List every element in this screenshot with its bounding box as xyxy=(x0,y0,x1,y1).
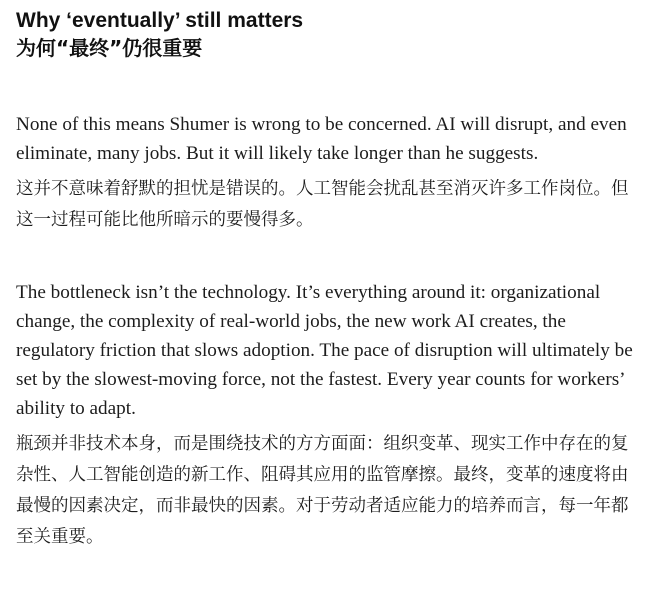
paragraph-chinese: 瓶颈并非技术本身，而是围绕技术的方方面面：组织变革、现实工作中存在的复杂性、人工智能创造的新工作、阻碍其应用的监管摩擦。最终，变革的速度将由最慢的因素决定，而非最快的因素。对于劳动者适应能力的培养而言，每一年都至关重要。 xyxy=(16,434,629,547)
paragraph-chinese: 这并不意味着舒默的担忧是错误的。人工智能会扰乱甚至消灭许多工作岗位。但这一过程可能比他所暗示的要慢得多。 xyxy=(16,179,629,230)
paragraph-english: The bottleneck isn’t the technology. It’s everything around it: organizational change, the complexity of real-world jobs, the new work AI creates, the regulatory friction that slows adoption. The pace of disruption will ultimately be set by the slowest-moving force, not the fastest. Every year counts for workers’ ability to adapt. xyxy=(16,282,633,419)
paragraph-block-concern xyxy=(16,110,644,236)
paragraph-block-bottleneck xyxy=(16,278,644,553)
paragraph-english: None of this means Shumer is wrong to be concerned. AI will disrupt, and even eliminate, many jobs. But it will likely take longer than he suggests. xyxy=(16,114,627,164)
section-heading-english: Why ‘eventually’ still matters xyxy=(16,9,304,32)
section-heading-chinese: 为何“最终”仍很重要 xyxy=(16,36,203,60)
